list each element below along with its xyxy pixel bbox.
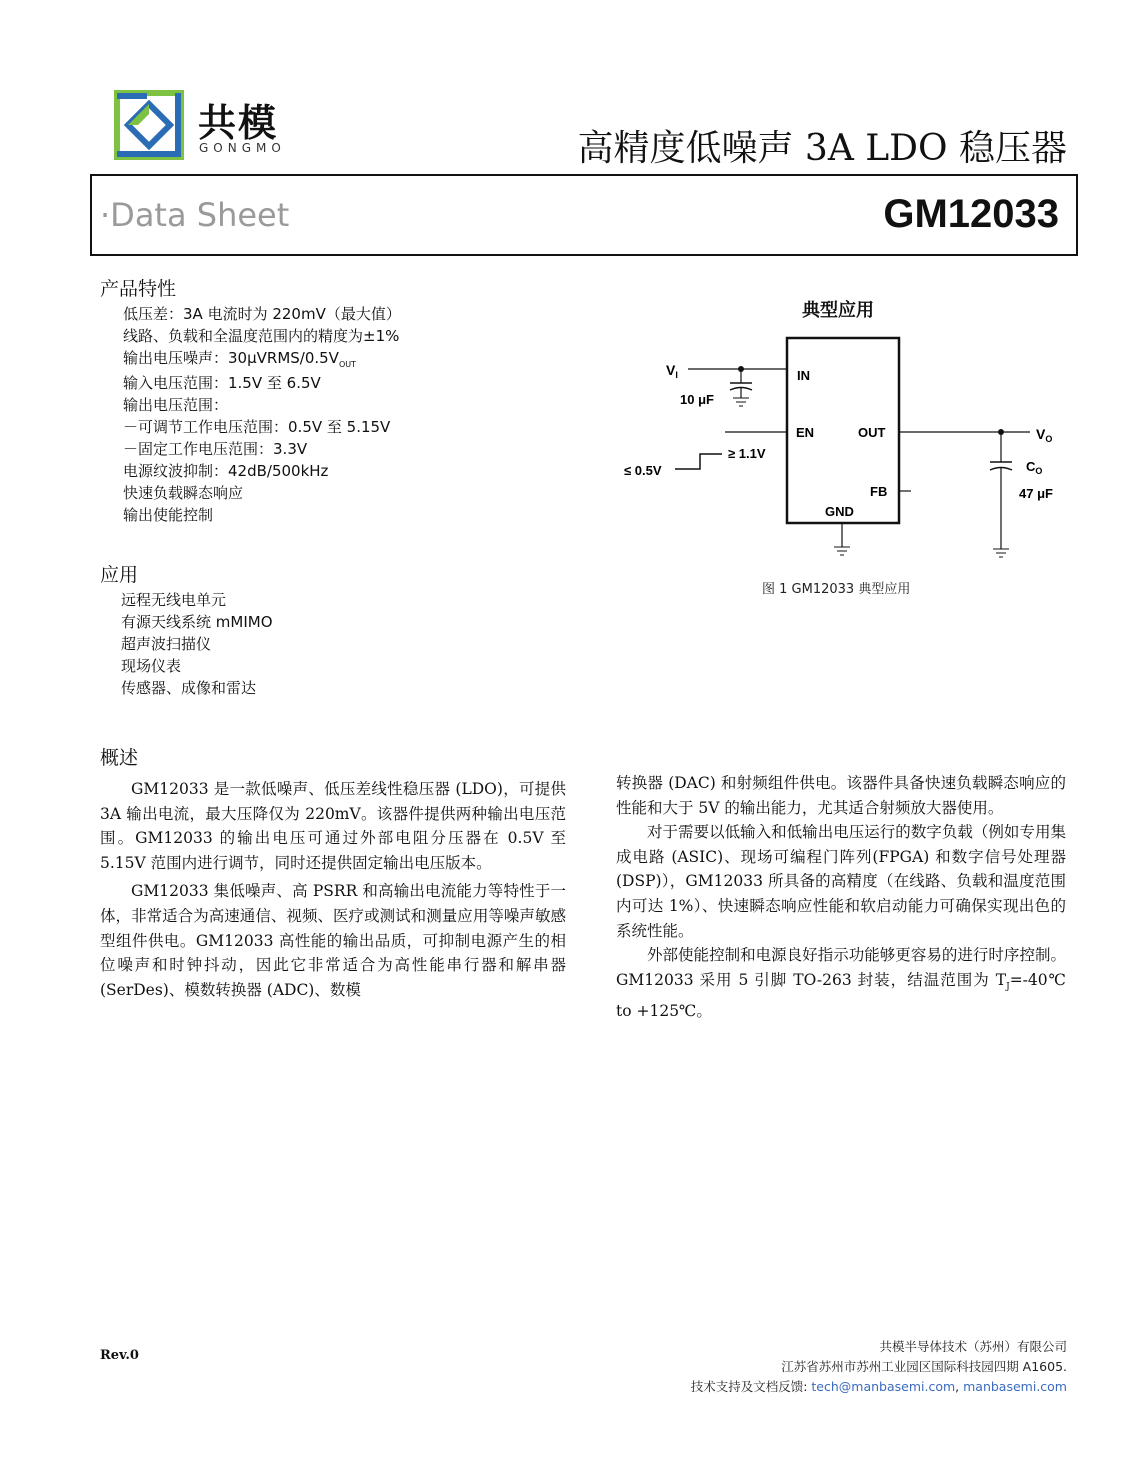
document-title: 高精度低噪声 3A LDO 稳压器 [577, 128, 1067, 169]
overview-left-column [100, 777, 566, 1002]
company-name: 共模半导体技术（苏州）有限公司 [879, 1339, 1067, 1354]
part-number: GM12033 [883, 192, 1059, 236]
vo-label: $V_O$ [1036, 426, 1053, 444]
typical-application-circuit [600, 325, 1080, 570]
feature-item [123, 347, 401, 369]
cin-label: 10 μF [680, 392, 714, 407]
overview-paragraph: GM12033 是一款低噪声、低压差线性稳压器 (LDO)，可提供 3A 输出电流，最大压降仅为 220mV。该器件提供两种输出电压范围。GM12033 的输出电压可通过外部电阻分压器在 0.5V 至 5.15V 范围内进行调节，同时还提供固定输出电压版本。 [100, 780, 566, 872]
tj-subscript: J [1006, 981, 1010, 992]
overview-paragraph: 转换器 (DAC) 和射频组件供电。该器件具备快速负载瞬态响应的性能和大于 5V 的输出能力，尤其适合射频放大器使用。 [616, 774, 1066, 817]
co-value-label: 47 μF [1019, 486, 1053, 501]
website-link[interactable]: manbasemi.com [963, 1379, 1067, 1394]
feature-item: 电源纹波抑制：42dB/500kHz [123, 462, 329, 480]
feature-item: 输出使能控制 [123, 506, 214, 524]
support-email-link[interactable]: tech@manbasemi.com [811, 1379, 956, 1394]
pin-out-label: OUT [858, 425, 886, 440]
feature-item: 低压差：3A 电流时为 220mV（最大值） [123, 305, 401, 323]
features-list [123, 303, 401, 526]
en-high-label: ≥ 1.1V [728, 446, 766, 461]
revision-label: Rev.0 [100, 1348, 139, 1363]
overview-paragraph [616, 943, 1066, 1024]
gongmo-logo [114, 90, 184, 160]
feature-item: －可调节工作电压范围：0.5V 至 5.15V [123, 418, 391, 436]
company-address: 江苏省苏州市苏州工业园区国际科技园四期 A1605. [781, 1359, 1067, 1374]
pin-fb-label: FB [870, 484, 888, 499]
circuit-title: 典型应用 [802, 300, 874, 321]
support-separator: , [955, 1379, 964, 1394]
feature-item: 输入电压范围：1.5V 至 6.5V [123, 374, 321, 392]
overview-paragraph: GM12033 集低噪声、高 PSRR 和高输出电流能力等特性于一体，非常适合为高速通信、视频、医疗或测试和测量应用等噪声敏感型组件供电。GM12033 高性能的输出品质，可抑制电源产生的相位噪声和时钟抖动，因此它非常适合为高性能串行器和解串器 (SerDes)、模数转换器 (ADC)、数模 [100, 882, 566, 999]
noise-subscript: OUT [338, 360, 356, 369]
applications-heading: 应用 [100, 564, 139, 586]
overview-right-column [616, 771, 1066, 1024]
brand-name-cn: 共模 [198, 101, 279, 145]
overview-last-text: 外部使能控制和电源良好指示功能够更容易的进行时序控制。GM12033 采用 5 引脚 TO-263 封装，结温范围为 T [616, 946, 1066, 989]
application-item: 有源天线系统 mMIMO [121, 613, 273, 631]
features-heading: 产品特性 [100, 278, 177, 300]
feature-item: 快速负载瞬态响应 [123, 484, 244, 502]
support-line [691, 1377, 1067, 1397]
footer-info [691, 1337, 1067, 1397]
figure-caption: 图 1 GM12033 典型应用 [762, 582, 911, 597]
pin-en-label: EN [796, 425, 815, 440]
datasheet-label: ·Data Sheet [100, 196, 290, 234]
application-item: 超声波扫描仪 [121, 635, 212, 653]
tj-range: =-40℃ to +125℃。 [616, 970, 1066, 1021]
feature-item: －固定工作电压范围：3.3V [123, 440, 308, 458]
feature-noise-text: 输出电压噪声：30μVRMS/0.5V [123, 349, 339, 367]
overview-paragraph: 对于需要以低输入和低输出电压运行的数字负载（例如专用集成电路 (ASIC)、现场可编程门阵列(FPGA) 和数字信号处理器 (DSP)），GM12033 所具备的高精度（在线路、负载和温度范围内可达 1%）、快速瞬态响应性能和软启动能力可确保实现出色的系统性能。 [616, 823, 1066, 940]
vi-label: $V_I$ [666, 362, 678, 380]
en-low-label: ≤ 0.5V [624, 463, 662, 478]
application-item: 传感器、成像和雷达 [121, 679, 257, 697]
feature-item: 线路、负载和全温度范围内的精度为±1% [123, 327, 400, 345]
brand-name-en: GONGMO [199, 141, 286, 155]
overview-heading: 概述 [100, 747, 139, 769]
co-label: $C_O$ [1026, 459, 1043, 476]
application-item: 远程无线电单元 [121, 591, 227, 609]
support-label: 技术支持及文档反馈: [690, 1379, 812, 1394]
applications-list [121, 589, 273, 699]
pin-gnd-label: GND [825, 504, 854, 519]
pin-in-label: IN [797, 368, 810, 383]
feature-item: 输出电压范围： [123, 396, 229, 414]
application-item: 现场仪表 [121, 657, 182, 675]
